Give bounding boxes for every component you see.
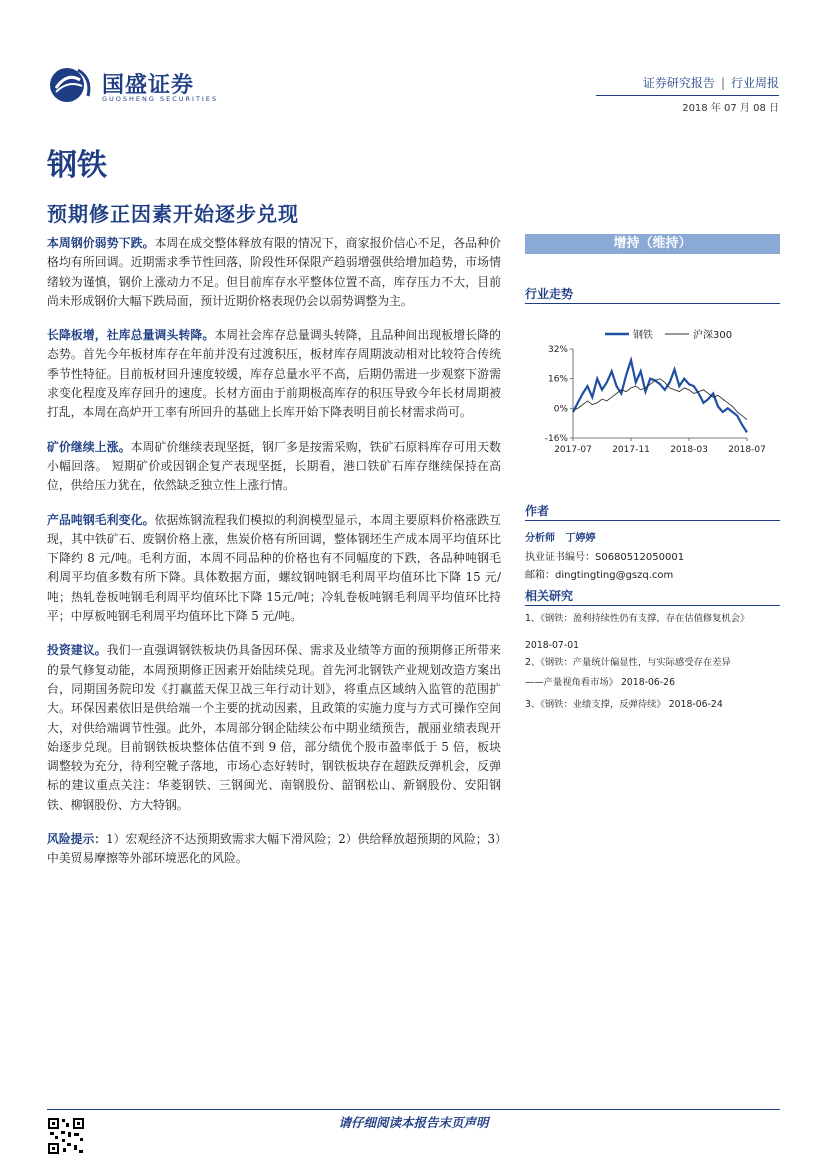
y-tick-label: 16%: [547, 374, 568, 385]
paragraph-steel-price: [47, 234, 501, 311]
paragraph-lead: 投资建议。: [47, 643, 107, 658]
report-category: 证券研究报告: [642, 76, 715, 90]
related-no: 1、: [525, 613, 541, 624]
legend-label: 沪深300: [693, 330, 733, 341]
brand-name-en: GUOSHENG SECURITIES: [102, 95, 219, 103]
footer-disclaimer: 请仔细阅读本报告末页声明: [338, 1115, 489, 1130]
related-no: 3、: [525, 699, 541, 710]
related-date: 2018-06-26: [620, 677, 675, 688]
paragraph-text: 1）宏观经济不达预期致需求大幅下滑风险；2）供给释放超预期的风险；3）中美贸易摩擦等外部环境恶化的风险。: [47, 832, 501, 866]
paragraph-lead: 产品吨钢毛利变化。: [47, 512, 155, 527]
related-date: 2018-06-24: [668, 699, 723, 710]
license-label: 执业证书编号：: [525, 552, 595, 563]
related-title-text-2: ——产量视角看市场》: [525, 677, 618, 688]
paragraph-gross-margin: [47, 511, 501, 627]
footer-divider: [47, 1109, 780, 1110]
related-title-text: 《钢铁：业绩支撑，反弹待续》: [540, 699, 666, 710]
y-tick-label: -16%: [544, 434, 568, 444]
x-tick-label: 2018-07: [728, 445, 766, 455]
license-number: S0680512050001: [595, 552, 685, 563]
author-title: 作者: [525, 504, 550, 518]
report-headline: 预期修正因素开始逐步兑现: [47, 202, 299, 226]
paragraph-lead: 风险提示：: [47, 832, 107, 847]
related-title-text: 《钢铁：盈利持续性仍有支撑，存在估值修复机会》: [540, 613, 750, 624]
x-tick-label: 2017-11: [612, 445, 650, 455]
analyst-line: [525, 529, 780, 544]
paragraph-investment-advice: [47, 641, 501, 815]
email-link[interactable]: dingtingting@gszq.com: [555, 570, 674, 581]
paragraph-text: 本周在成交整体释放有限的情况下，商家报价信心不足，各品种价格均有所回调。近期需求季节性回落，阶段性环保限产趋弱增强供给增加趋势，市场情绪较为谨慎，钢价上涨动力不足。但目前库存水平整体位置不高，库存压力不大，目前尚未形成钢价大幅下跌局面，预计近期价格表现仍会以弱势调整为主。: [47, 236, 501, 308]
license-line: [525, 548, 780, 563]
paragraph-lead: 长降板增，社库总量调头转降。: [47, 328, 215, 343]
x-tick-label: 2017-07: [554, 445, 592, 455]
paragraph-text: 依据炼钢流程我们模拟的利润模型显示，本周主要原料价格涨跌互现，其中铁矿石、废钢价格上涨，焦炭价格有所回调，整体钢坯生产成本周平均值环比下降约 8 元/吨。毛利方面，本周不同品种的价格也有不同幅度的下跌，各品种吨钢毛利周平均值多数有所下降。具体数据方面，螺纹钢吨钢毛利周平均值环比下降 15 元/吨；热轧卷板吨钢毛利周平均值环比下降 15元/吨；冷轧卷板吨钢毛利周平均值环比持平；中厚板吨钢毛利周平均值环比下降 5 元/吨。: [47, 512, 501, 624]
rating-badge: 增持（维持）: [525, 234, 780, 254]
paragraph-inventory: [47, 326, 501, 422]
paragraph-text: 本周矿价继续表现坚挺，钢厂多是按需采购，铁矿石原料库存可用天数小幅回落。 短期矿价或因钢企复产表现坚挺，长期看，港口铁矿石库存继续保持在高位，供给压力犹在，依然缺乏独立性上涨行情。: [47, 439, 501, 493]
paragraph-risk: [47, 830, 501, 869]
related-title-text: 《钢铁：产量统计偏显性，与实际感受存在差异: [540, 657, 731, 668]
email-line: [525, 566, 780, 581]
main-body: [47, 234, 501, 884]
report-kind: 行业周报: [730, 76, 779, 90]
related-divider: [525, 605, 780, 606]
related-item-3[interactable]: [525, 697, 780, 713]
related-title: 相关研究: [525, 589, 574, 603]
report-date: 2018 年 07 月 08 日: [682, 103, 779, 114]
guosheng-logo-icon: [48, 66, 94, 104]
series-line-steel: [573, 360, 747, 432]
industry-title: 钢铁: [47, 148, 107, 183]
report-type: 证券研究报告 | 行业周报: [642, 76, 779, 90]
industry-trend-chart: [525, 322, 780, 462]
paragraph-lead: 矿价继续上涨。: [47, 439, 131, 454]
y-tick-label: 32%: [547, 345, 568, 355]
related-item-1[interactable]: [525, 611, 780, 654]
y-tick-label: 0%: [553, 404, 568, 415]
paragraph-text: 我们一直强调钢铁板块仍具备因环保、需求及业绩等方面的预期修正所带来的景气修复动能，本周预期修正因素开始陆续兑现。首先河北钢铁产业规划改造方案出台，同期国务院印发《打赢蓝天保卫战三年行动计划》，将重点区域纳入监管的范围扩大。环保因素依旧是供给端一个主要的扰动因素，且政策的实施力度与方式可操作空间大，对供给端调节性强。此外，本周部分钢企陆续公布中期业绩预告，靓丽业绩表现开始逐步兑现。目前钢铁板块整体估值不到 9 倍，部分绩优个股市盈率低于 5 倍，板块调整较为充分，待利空靴子落地，市场心态好转时，钢铁板块存在超跌反弹机会，反弹标的建议重点关注：华菱钢铁、三钢闽光、南钢股份、韶钢松山、新钢股份、安阳钢铁、柳钢股份、方大特钢。: [47, 643, 501, 812]
author-divider: [525, 520, 780, 521]
paragraph-text: 本周社会库存总量调头转降，且品种间出现板增长降的态势。首先今年板材库存在年前并没有过渡积压，板材库存周期波动相对比较符合传统季节性特征。目前板材回升速度较缓，库存总量水平不高，后期仍需进一步观察下游需求变化程度及库存回升的速度。长材方面由于前期极高库存的积压导致今年长材周期被打乱，本周在高炉开工率有所回升的基础上长库开始下降表明目前长材需求尚可。: [47, 328, 501, 420]
trend-divider: [525, 303, 780, 304]
analyst-name: 丁婷婷: [565, 533, 596, 544]
analyst-label: 分析师: [525, 533, 555, 544]
related-no: 2、: [525, 657, 541, 668]
related-item-2[interactable]: [525, 655, 780, 691]
header-divider: [596, 95, 779, 96]
trend-title: 行业走势: [525, 287, 574, 301]
email-label: 邮箱：: [525, 570, 555, 581]
paragraph-ore-price: [47, 438, 501, 496]
paragraph-lead: 本周钢价弱势下跌。: [47, 236, 155, 250]
brand-name: 国盛证券: [102, 73, 195, 98]
legend-label: 钢铁: [633, 330, 653, 341]
x-tick-label: 2018-03: [670, 445, 708, 455]
related-date: 2018-07-01: [525, 640, 580, 651]
